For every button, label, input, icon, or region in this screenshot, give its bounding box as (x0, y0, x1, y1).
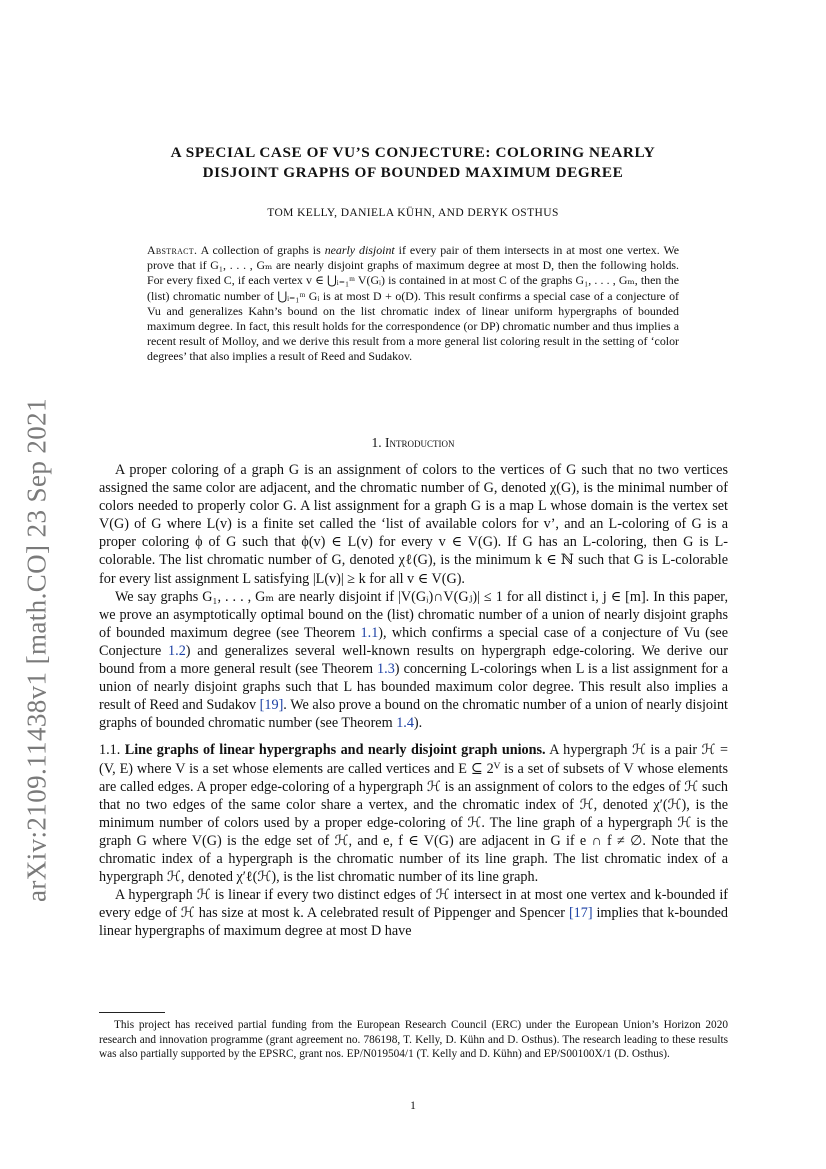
paragraph-nearly-disjoint (99, 588, 728, 733)
section-heading-introduction (100, 435, 726, 451)
p2-text-e: . We also prove a bound on the chromatic number of a union of nearly disjoint graphs of bounded chromatic number (see Theorem (99, 697, 728, 732)
arxiv-id: arXiv:2109.11438v1 [math.CO] 23 Sep 2021 (21, 398, 52, 902)
p4-text-b: implies that k-bounded linear hypergraphs of maximum degree at most D have (99, 905, 728, 940)
paragraph-hypergraph: A hypergraph ℋ is a pair ℋ = (V, E) where V is a set whose elements are called vertices and E ⊆ 2ⱽ is a set of subsets of V whose elements are called edges. A proper edge-coloring of a hypergraph ℋ is an assignment of colors to the edges of ℋ such that no two edges of the same color share a vertex, and the chromatic index of ℋ, denoted χ′(ℋ), is the minimum number of colors used by a proper edge-coloring of ℋ. The line graph of a hypergraph ℋ is the graph G where V(G) is the edge set of ℋ, and e, f ∈ V(G) are adjacent in G if e ∩ f ≠ ∅. Note that the chromatic index of a hypergraph is the chromatic number of its line graph. The list chromatic index of a hypergraph ℋ, denoted χ′ℓ(ℋ), is the list chromatic number of its line graph. (99, 742, 729, 886)
title-line-1: A SPECIAL CASE OF VU’S CONJECTURE: COLORING NEARLY (170, 144, 656, 161)
ref-theorem-1-4[interactable]: 1.4 (396, 715, 414, 732)
abstract-text-2: if every pair of them intersects in at most one vertex. We prove that if G₁, . . . , Gₘ are nearly disjoint graphs of maximum degree at most D, then the following holds. For every fixed C, if each vertex v ∈ ⋃ᵢ₌₁ᵐ V(Gᵢ) is contained in at most C of the graphs G₁, . . . , Gₘ, then the (list) chromatic number of ⋃ᵢ₌₁ᵐ Gᵢ is at most D + o(D). This result confirms a special case of a conjecture of Vu and generalizes Kahn’s bound on the list chromatic index of linear uniform hypergraphs of bounded maximum degree. In fact, this result holds for the correspondence (or DP) chromatic number and thus implies a recent result of Molloy, and we derive this result from a more general list coloring result in the setting of ‘color degrees’ that also implies a result of Reed and Sudakov. (147, 243, 679, 364)
authors: TOM KELLY, DANIELA KÜHN, AND DERYK OSTHUS (267, 207, 559, 219)
abstract-emphasis: nearly disjoint (324, 243, 395, 257)
p2-text-c: ) and generalizes several well-known results on hypergraph edge-coloring. We derive our bound from a more general result (see Theorem (99, 642, 728, 678)
ref-citation-19[interactable]: [19] (259, 697, 284, 714)
arxiv-sidebar-stamp (14, 320, 60, 980)
section-number: 1. (371, 435, 382, 450)
p2-text-f: ). (413, 715, 423, 732)
title-line-2: DISJOINT GRAPHS OF BOUNDED MAXIMUM DEGREE (202, 164, 624, 181)
ref-conjecture-1-2[interactable]: 1.2 (168, 642, 186, 659)
footnote-text: This project has received partial funding from the European Research Council (ERC) under the European Union’s Horizon 2020 research and innovation programme (grant agreement no. 786198, T. Kelly, D. Kühn and D. Osthus). The research leading to these results was also partially supported by the EPSRC, grant nos. EP/N019504/1 (T. Kelly and D. Kühn) and EP/S00100X/1 (D. Osthus). (99, 1019, 728, 1061)
ref-theorem-1-3[interactable]: 1.3 (377, 661, 395, 678)
ref-citation-17[interactable]: [17] (568, 905, 593, 922)
paper-title (100, 143, 726, 183)
subsection-1-1 (99, 741, 728, 886)
p4-text-a: A hypergraph ℋ is linear if every two distinct edges of ℋ intersect in at most one vertex and k-bounded if every edge of ℋ has size at most k. A celebrated result of Pippenger and Spencer (99, 887, 728, 922)
footnote (99, 1018, 728, 1062)
paragraph-linear (99, 886, 728, 940)
subsection-title: Line graphs of linear hypergraphs and nearly disjoint graph unions. (124, 742, 546, 759)
p2-text-a: We say graphs G₁, . . . , Gₘ are nearly disjoint if |V(Gᵢ)∩V(Gⱼ)| ≤ 1 for all distinct i, j ∈ [m]. In this paper, we prove an asymptotically optimal bound on the (list) chromatic number of a union of nearly disjoint graphs of bounded maximum degree (see Theorem (99, 588, 728, 641)
p2-text-d: ) concerning L-colorings when L is a list assignment for a union of nearly disjoint graphs such that L has bounded maximum color degree. This result also implies a result of Reed and Sudakov (99, 661, 728, 714)
ref-theorem-1-1[interactable]: 1.1 (360, 624, 379, 641)
p2-text-b: ), which confirms a special case of a conjecture of Vu (see Conjecture (99, 624, 729, 659)
footnote-rule (99, 1012, 165, 1013)
abstract-label: Abstract. (147, 243, 198, 257)
abstract (147, 243, 679, 365)
page-number: 1 (410, 1100, 416, 1112)
subsection-number: 1.1. (99, 742, 121, 759)
abstract-text-1: A collection of graphs is (200, 243, 325, 257)
section-title: Introduction (385, 435, 455, 450)
body-text (99, 461, 728, 940)
paragraph-definitions: A proper coloring of a graph G is an assignment of colors to the vertices of G such that no two vertices assigned the same color are adjacent, and the chromatic number of G, denoted χ(G), is the minimal number of colors needed to properly color G. A list assignment for a graph G is a map L whose domain is the vertex set V(G) of G where L(v) is a finite set called the ‘list of available colors for v’, and an L-coloring of G is a proper coloring ϕ of G such that ϕ(v) ∈ L(v) for every v ∈ V(G). If G has an L-coloring, then G is L-colorable. The list chromatic number of G, denoted χℓ(G), is the minimum k ∈ ℕ such that G is L-colorable for every list assignment L satisfying |L(v)| ≥ k for all v ∈ V(G). (99, 462, 728, 587)
